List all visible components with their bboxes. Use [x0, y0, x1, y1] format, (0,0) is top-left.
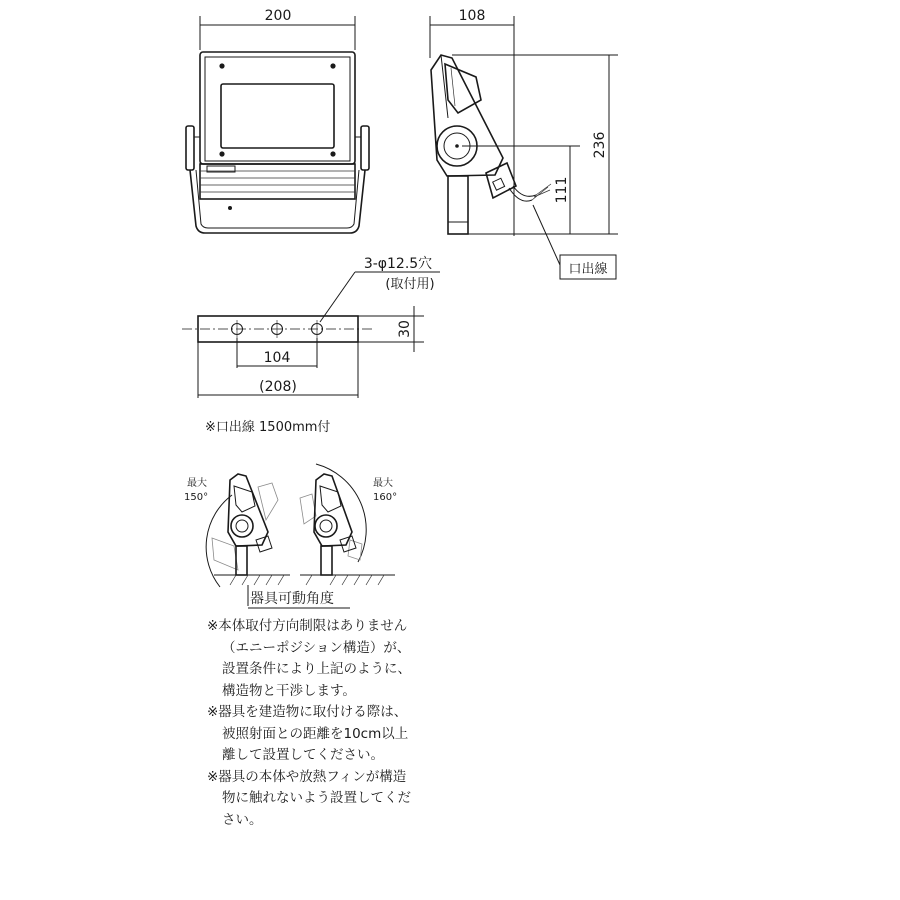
pivot-height-dim: 111 — [554, 176, 570, 204]
base-plate-view — [182, 256, 440, 435]
front-view — [186, 8, 369, 233]
hole-spec-label: 3-φ12.5穴 — [363, 256, 433, 272]
base-height-dim: 30 — [397, 320, 413, 338]
cable-outlet-label: 口出線 — [568, 262, 608, 277]
max-label-right: 最大 — [373, 478, 393, 489]
angle-label-left: 150° — [184, 492, 209, 503]
cable-length-note: ※口出線 1500mm付 — [205, 420, 331, 435]
side-view — [430, 8, 618, 279]
note-mounting-direction: ※本体取付方向制限はありません（エニーポジション構造）が、設置条件により上記のように、構造物と干渉します。 — [207, 618, 411, 699]
tilt-angle-left — [184, 474, 290, 587]
base-length-dim: (208) — [259, 379, 297, 395]
front-width-dim: 200 — [264, 8, 292, 24]
note-fin-contact: ※器具の本体や放熱フィンが構造物に触れないよう設置してください。 — [207, 768, 411, 828]
movable-angle-caption: 器具可動角度 — [250, 591, 334, 607]
note-distance: ※器具を建造物に取付ける際は、被照射面との距離を10cm以上離して設置してください。 — [207, 704, 409, 763]
total-height-dim: 236 — [592, 131, 608, 159]
tilt-angle-right — [300, 464, 397, 585]
max-label-left: 最大 — [187, 478, 207, 489]
angle-label-right: 160° — [373, 492, 398, 503]
notes-list — [207, 616, 417, 831]
side-depth-dim: 108 — [458, 8, 486, 24]
hole-spec-sublabel: (取付用) — [385, 277, 435, 292]
hole-pitch-dim: 104 — [263, 350, 291, 366]
